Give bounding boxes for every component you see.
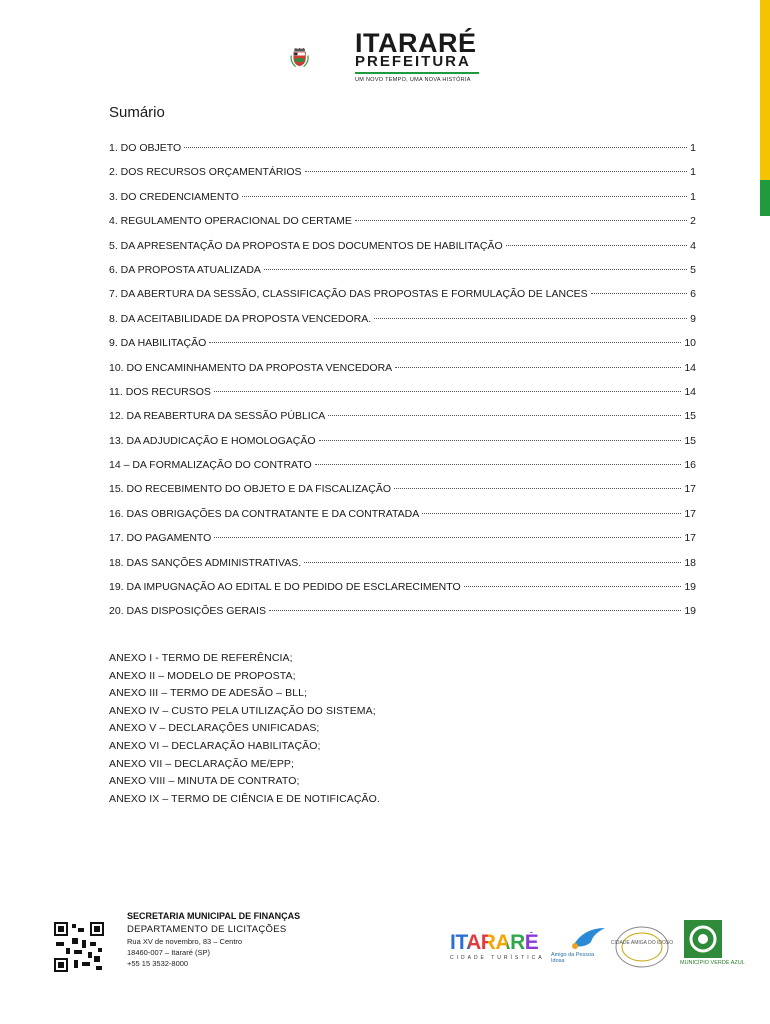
- toc-leader: [269, 610, 681, 611]
- toc-entry[interactable]: [109, 605, 696, 629]
- toc-entry[interactable]: [109, 532, 696, 556]
- annex-item: ANEXO VIII – MINUTA DE CONTRATO;: [109, 775, 300, 788]
- toc-entry-label: 12. DA REABERTURA DA SESSÃO PÚBLICA: [109, 410, 326, 423]
- annex-item: ANEXO VI – DECLARAÇÃO HABILITAÇÃO;: [109, 739, 321, 752]
- toc-leader: [355, 220, 687, 221]
- itarare-logo-caption: CIDADE TURÍSTICA: [450, 955, 545, 961]
- toc-entry[interactable]: [109, 508, 696, 532]
- annex-item: ANEXO I - TERMO DE REFERÊNCIA;: [109, 652, 293, 664]
- bird-icon: [551, 926, 607, 952]
- toc-entry[interactable]: [109, 435, 696, 459]
- side-accent-green: [760, 180, 770, 216]
- municipio-logo-text: MUNICÍPIO VERDE AZUL: [680, 960, 745, 966]
- toc-entry[interactable]: [109, 459, 696, 483]
- footer-phone: +55 15 3532-8000: [127, 959, 189, 968]
- toc-entry[interactable]: [109, 288, 696, 312]
- toc-leader: [394, 488, 681, 489]
- toc-entry-page: 14: [684, 361, 696, 374]
- toc-leader: [464, 586, 682, 587]
- toc-entry[interactable]: [109, 386, 696, 410]
- toc-entry-page: 17: [684, 483, 696, 496]
- toc-entry-label: 13. DA ADJUDICAÇÃO E HOMOLOGAÇÃO: [109, 434, 316, 447]
- annex-item: ANEXO IV – CUSTO PELA UTILIZAÇÃO DO SISTEMA;: [109, 704, 376, 717]
- toc-leader: [214, 391, 681, 392]
- toc-entry-label: 1. DO OBJETO: [109, 142, 182, 154]
- toc-leader: [304, 562, 681, 563]
- toc-entry-page: 1: [690, 142, 696, 154]
- footer-address: Rua XV de novembro, 83 – Centro: [127, 937, 243, 946]
- toc-entry-page: 19: [684, 581, 696, 594]
- annex-item: ANEXO VII – DECLARAÇÃO ME/EPP;: [109, 757, 295, 770]
- toc-entry[interactable]: [109, 483, 696, 507]
- toc-leader: [242, 196, 687, 197]
- toc-entry-label: 14 – DA FORMALIZAÇÃO DO CONTRATO: [109, 459, 312, 472]
- toc-entry-page: 1: [690, 166, 696, 179]
- toc-entry-page: 15: [684, 410, 696, 423]
- annex-list: [109, 650, 380, 808]
- toc-entry-page: 19: [684, 605, 696, 618]
- annex-item: ANEXO III – TERMO DE ADESÃO – BLL;: [109, 687, 308, 700]
- toc-entry-label: 19. DA IMPUGNAÇÃO AO EDITAL E DO PEDIDO DE ESCLARECIMENTO: [109, 581, 461, 594]
- toc-entry[interactable]: [109, 313, 696, 337]
- toc-entry-label: 18. DAS SANÇÕES ADMINISTRATIVAS.: [109, 556, 302, 569]
- toc-entry-page: 6: [690, 288, 696, 301]
- toc-entry-page: 4: [690, 239, 696, 252]
- coat-of-arms-logo: [290, 26, 352, 90]
- footer-cep: 18460-007 – Itararé (SP): [127, 948, 210, 957]
- toc-entry[interactable]: [109, 264, 696, 288]
- toc-leader: [319, 440, 682, 441]
- toc-entry-label: 4. REGULAMENTO OPERACIONAL DO CERTAME: [109, 215, 352, 228]
- toc-entry-page: 10: [684, 337, 696, 350]
- toc-entry-label: 9. DA HABILITAÇÃO: [109, 337, 207, 350]
- toc-entry-label: 7. DA ABERTURA DA SESSÃO, CLASSIFICAÇÃO DAS PROPOSTAS E FORMULAÇÃO DE LANCES: [109, 288, 588, 301]
- amigo-pessoa-idosa-logo: [551, 926, 607, 970]
- toc-leader: [506, 245, 688, 246]
- tree-icon: [682, 920, 724, 960]
- toc-entry-page: 17: [684, 507, 696, 520]
- amigo-logo-text: Amigo da Pessoa Idosa: [551, 952, 595, 964]
- toc-leader: [209, 342, 681, 343]
- toc-entry-page: 16: [684, 459, 696, 472]
- toc-entry-label: 5. DA APRESENTAÇÃO DA PROPOSTA E DOS DOCUMENTOS DE HABILITAÇÃO: [109, 239, 503, 252]
- toc-leader: [305, 171, 688, 172]
- itarare-logo-word: ITARARÉ: [450, 932, 545, 954]
- footer-secretaria: SECRETARIA MUNICIPAL DE FINANÇAS: [127, 911, 301, 921]
- cidade-amiga-idoso-logo: [610, 924, 674, 970]
- toc-entry[interactable]: [109, 142, 696, 166]
- toc-entry[interactable]: [109, 240, 696, 264]
- brand-title: ITARARÉ: [355, 28, 477, 58]
- toc-leader: [422, 513, 681, 514]
- toc-entry-page: 15: [684, 434, 696, 447]
- footer-contact: [127, 910, 300, 969]
- toc-entry[interactable]: [109, 581, 696, 605]
- municipio-verde-azul-logo: [680, 920, 745, 968]
- toc-leader: [395, 367, 681, 368]
- brand-slogan: UM NOVO TEMPO, UMA NOVA HISTÓRIA: [355, 77, 471, 83]
- toc-leader: [264, 269, 687, 270]
- annex-item: ANEXO V – DECLARAÇÕES UNIFICADAS;: [109, 722, 320, 735]
- table-of-contents: [109, 142, 696, 630]
- circle-logo-text: CIDADE AMIGA DO IDOSO: [610, 940, 674, 946]
- footer-departamento: DEPARTAMENTO DE LICITAÇÕES: [127, 924, 287, 935]
- toc-title: Sumário: [109, 104, 165, 121]
- toc-leader: [328, 415, 681, 416]
- toc-entry-label: 8. DA ACEITABILIDADE DA PROPOSTA VENCEDORA.: [109, 312, 372, 325]
- toc-entry[interactable]: [109, 362, 696, 386]
- toc-entry-page: 14: [684, 385, 696, 398]
- toc-entry-label: 2. DOS RECURSOS ORÇAMENTÁRIOS: [109, 166, 302, 179]
- toc-leader: [214, 537, 681, 538]
- side-accent-yellow: [760, 0, 770, 180]
- toc-entry-label: 15. DO RECEBIMENTO DO OBJETO E DA FISCALIZAÇÃO: [109, 483, 392, 496]
- qr-code-icon[interactable]: [54, 922, 104, 972]
- toc-entry-page: 1: [690, 190, 696, 203]
- toc-entry-page: 5: [690, 263, 696, 276]
- toc-entry-label: 11. DOS RECURSOS: [109, 385, 211, 398]
- annex-item: ANEXO II – MODELO DE PROPOSTA;: [109, 669, 296, 682]
- toc-entry[interactable]: [109, 191, 696, 215]
- toc-entry-label: 3. DO CREDENCIAMENTO: [109, 190, 239, 203]
- toc-entry[interactable]: [109, 557, 696, 581]
- toc-leader: [374, 318, 687, 319]
- toc-leader: [591, 293, 687, 294]
- toc-entry[interactable]: [109, 337, 696, 361]
- brand-divider: [355, 72, 479, 74]
- toc-entry-label: 17. DO PAGAMENTO: [109, 532, 212, 545]
- toc-entry-label: 6. DA PROPOSTA ATUALIZADA: [109, 263, 261, 276]
- brand-subtitle: PREFEITURA: [355, 53, 471, 70]
- toc-entry-page: 9: [690, 312, 696, 325]
- toc-entry-page: 2: [690, 215, 696, 228]
- toc-entry[interactable]: [109, 410, 696, 434]
- toc-entry-label: 16. DAS OBRIGAÇÕES DA CONTRATANTE E DA CONTRATADA: [109, 507, 420, 520]
- toc-entry-page: 17: [684, 532, 696, 545]
- toc-entry-label: 10. DO ENCAMINHAMENTO DA PROPOSTA VENCEDORA: [109, 361, 393, 374]
- toc-entry-label: 20. DAS DISPOSIÇÕES GERAIS: [109, 605, 266, 618]
- toc-leader: [315, 464, 682, 465]
- itarare-tourism-logo: [450, 932, 545, 962]
- toc-entry[interactable]: [109, 215, 696, 239]
- toc-leader: [184, 147, 687, 148]
- side-accent-bar: [760, 0, 770, 216]
- toc-entry[interactable]: [109, 166, 696, 190]
- annex-item: ANEXO IX – TERMO DE CIÊNCIA E DE NOTIFICAÇÃO.: [109, 792, 380, 805]
- toc-entry-page: 18: [684, 556, 696, 569]
